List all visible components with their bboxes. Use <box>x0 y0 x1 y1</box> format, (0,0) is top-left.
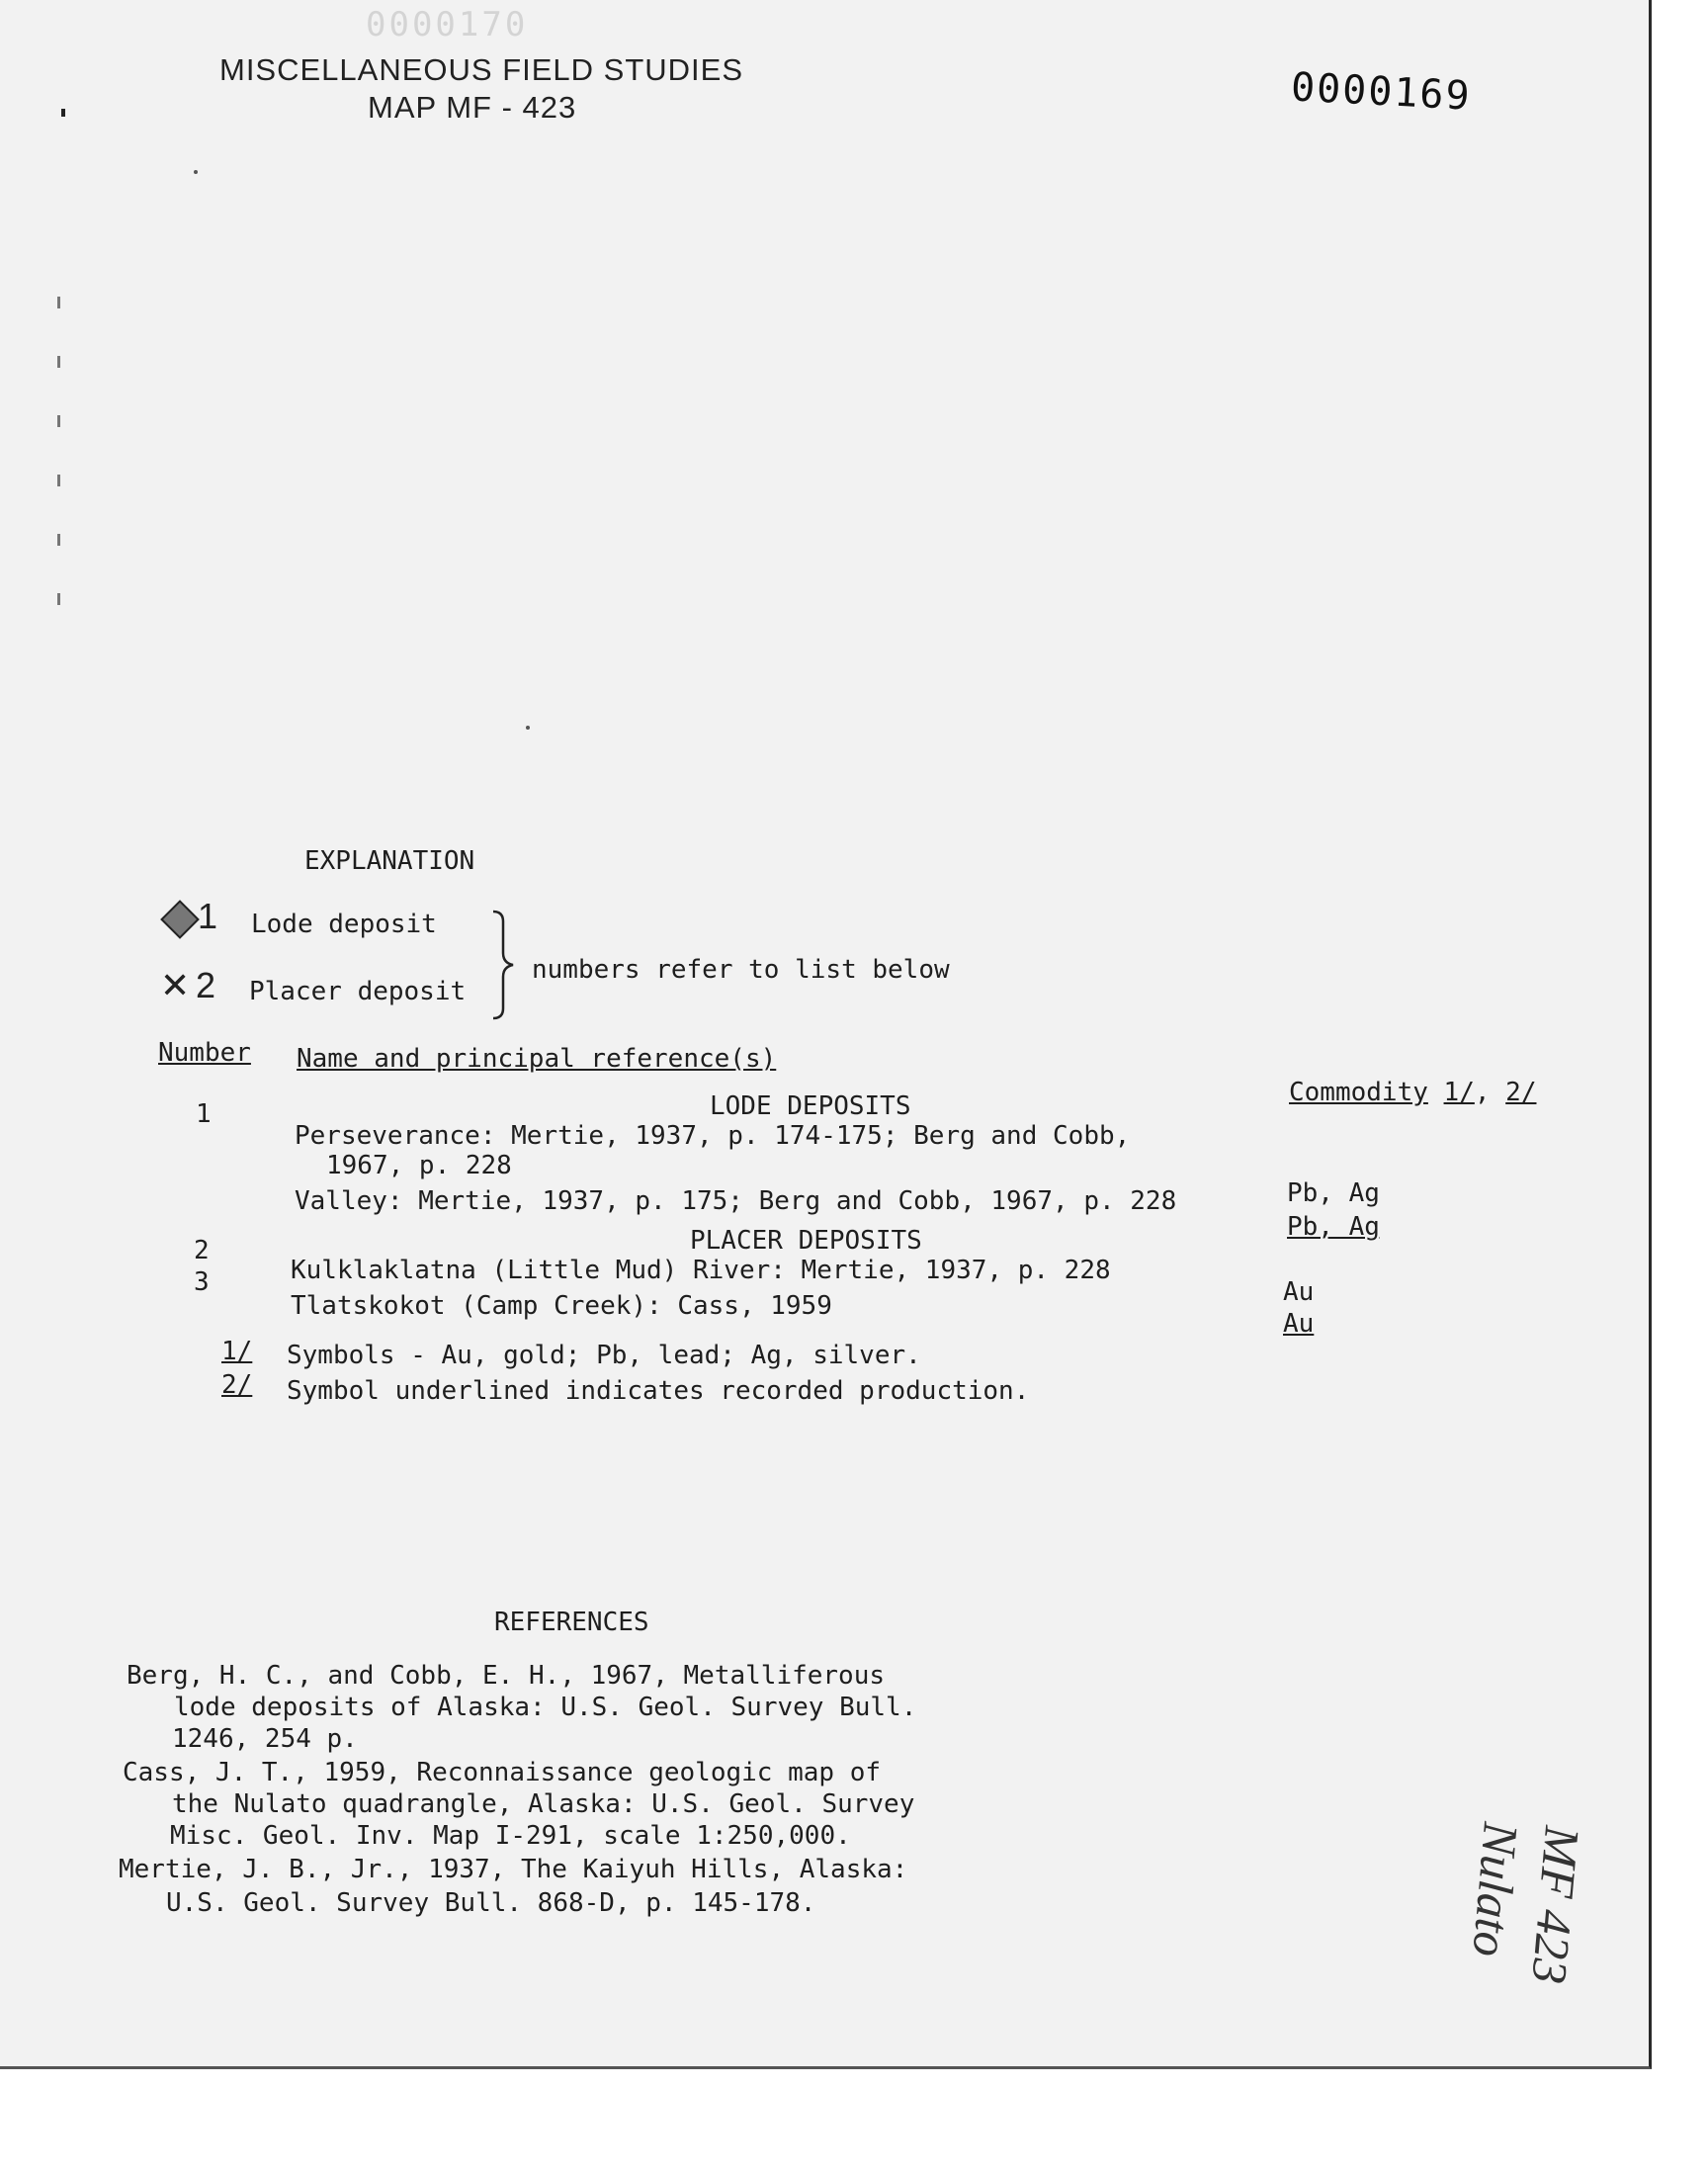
row-commodity: Pb, Ag <box>1287 1212 1380 1242</box>
lode-number: 1 <box>198 896 218 936</box>
reference-line: 1246, 254 p. <box>172 1724 358 1754</box>
edge-mark <box>61 109 65 117</box>
edge-dash <box>57 593 60 605</box>
commodity-ref-1: 1/ <box>1443 1078 1475 1107</box>
section-heading-placer: PLACER DEPOSITS <box>690 1226 922 1256</box>
reference-line: Misc. Geol. Inv. Map I-291, scale 1:250,000. <box>170 1821 851 1851</box>
footnote-text: Symbol underlined indicates recorded production. <box>287 1376 1030 1406</box>
diamond-icon <box>160 900 200 939</box>
row-name-line: Valley: Mertie, 1937, p. 175; Berg and Cobb, 1967, p. 228 <box>295 1186 1177 1216</box>
row-name-line: Tlatskokot (Camp Creek): Cass, 1959 <box>291 1291 832 1321</box>
handwritten-quadrangle: Nulato <box>1462 1820 1530 1959</box>
row-commodity: Au <box>1283 1277 1315 1307</box>
reference-line: Mertie, J. B., Jr., 1937, The Kaiyuh Hills, Alaska: <box>119 1855 908 1884</box>
column-header-commodity: Commodity 1/, 2/ <box>1289 1078 1537 1107</box>
row-number: 1 <box>196 1099 212 1129</box>
document-number: 0000169 <box>1289 64 1473 120</box>
ghost-number: 0000170 <box>366 5 529 44</box>
row-commodity: Pb, Ag <box>1287 1178 1380 1208</box>
footnote-marker: 2/ <box>221 1370 253 1400</box>
row-name-line: Kulklaklatna (Little Mud) River: Mertie, 1937, p. 228 <box>291 1256 1111 1285</box>
reference-line: lode deposits of Alaska: U.S. Geol. Survey Bull. <box>174 1693 917 1722</box>
page-header <box>219 51 743 127</box>
map-number: MAP MF - 423 <box>368 90 577 125</box>
reference-line: U.S. Geol. Survey Bull. 868-D, p. 145-178. <box>166 1888 816 1918</box>
section-heading-lode: LODE DEPOSITS <box>710 1091 911 1121</box>
row-name-line: 1967, p. 228 <box>326 1151 512 1180</box>
explanation-title: EXPLANATION <box>304 846 475 876</box>
column-header-number: Number <box>158 1038 251 1068</box>
row-number: 3 <box>194 1267 210 1297</box>
column-header-name: Name and principal reference(s) <box>297 1044 777 1074</box>
reference-line: Cass, J. T., 1959, Reconnaissance geologic map of <box>123 1758 882 1787</box>
row-number: 2 <box>194 1236 210 1265</box>
reference-line: Berg, H. C., and Cobb, E. H., 1967, Metalliferous <box>127 1661 886 1691</box>
footnote-text: Symbols - Au, gold; Pb, lead; Ag, silver. <box>287 1341 921 1370</box>
edge-dash <box>57 297 60 308</box>
commodity-ref-2: 2/ <box>1505 1078 1537 1107</box>
edge-dash <box>57 534 60 546</box>
brace-note: numbers refer to list below <box>532 955 950 985</box>
commodity-label: Commodity <box>1289 1078 1428 1107</box>
speck <box>526 726 530 730</box>
row-name-line: Perseverance: Mertie, 1937, p. 174-175; Berg and Cobb, <box>295 1121 1131 1151</box>
edge-dash <box>57 356 60 368</box>
speck <box>194 170 198 174</box>
references-title: REFERENCES <box>494 1608 649 1637</box>
placer-number: 2 <box>196 965 216 1005</box>
edge-dash <box>57 475 60 486</box>
placer-label: Placer deposit <box>249 977 467 1006</box>
edge-dash <box>57 415 60 427</box>
reference-line: the Nulato quadrangle, Alaska: U.S. Geol. Survey <box>172 1789 915 1819</box>
footnote-marker: 1/ <box>221 1337 253 1366</box>
series-title: MISCELLANEOUS FIELD STUDIES <box>219 52 744 87</box>
handwritten-map-id: MF 423 <box>1521 1824 1591 1987</box>
brace-icon <box>489 910 515 1020</box>
x-icon: ✕ <box>160 965 191 1005</box>
row-commodity: Au <box>1283 1309 1315 1339</box>
lode-label: Lode deposit <box>251 910 437 939</box>
